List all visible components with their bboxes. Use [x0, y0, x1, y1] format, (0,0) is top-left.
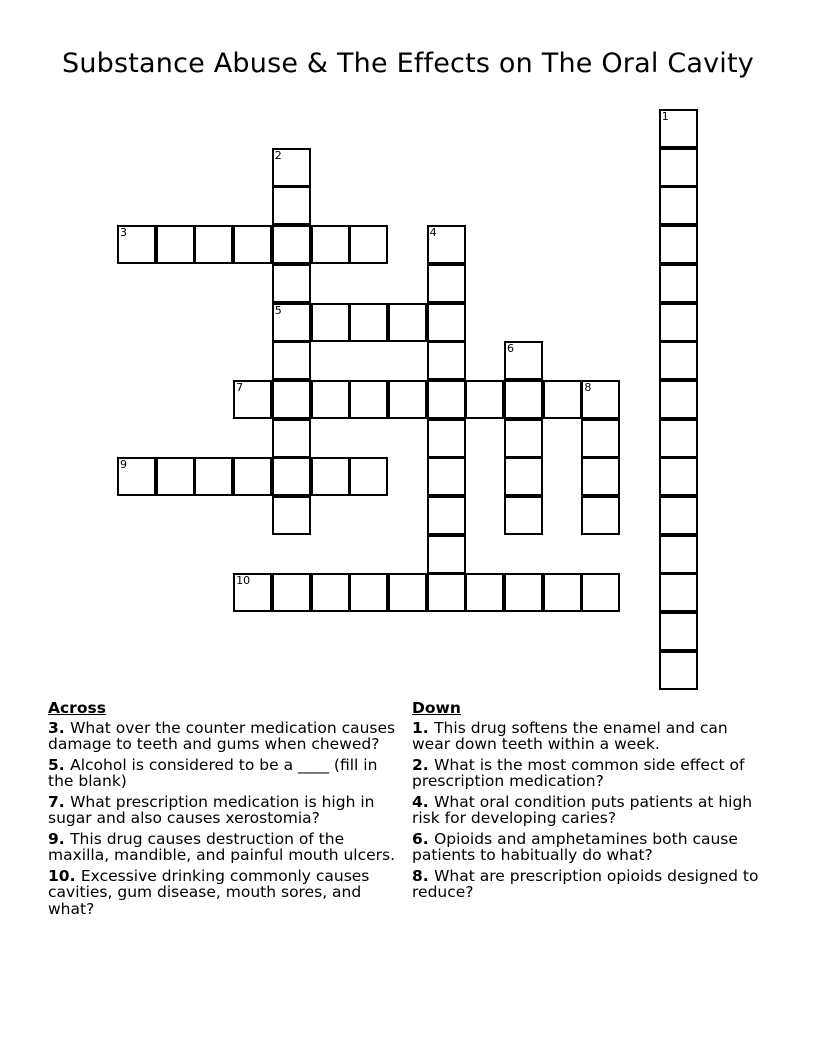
puzzle-title: Substance Abuse & The Effects on The Oral Cavity	[62, 48, 754, 79]
grid-cell[interactable]	[311, 457, 350, 496]
grid-cell[interactable]	[504, 496, 543, 535]
clue-number-4: 4	[429, 226, 437, 240]
grid-cell[interactable]	[311, 380, 350, 419]
grid-cell[interactable]	[272, 573, 311, 612]
grid-cell[interactable]	[659, 496, 698, 535]
clue-number: 5	[48, 755, 59, 774]
grid-cell[interactable]	[194, 457, 233, 496]
grid-cell[interactable]	[117, 457, 156, 496]
across-clue-5: 5. Alcohol is considered to be a ____ (fill in the blank)	[48, 755, 378, 790]
down-clue-6: 6. Opioids and amphetamines both cause patients to habitually do what?	[412, 829, 738, 864]
grid-cell[interactable]	[504, 380, 543, 419]
clue-text: What oral condition puts patients at high risk for developing caries?	[412, 792, 753, 827]
grid-cell[interactable]	[388, 303, 427, 342]
grid-cell[interactable]	[659, 457, 698, 496]
across-clue-3: 3. What over the counter medication causes damage to teeth and gums when chewed?	[48, 718, 396, 753]
grid-cell[interactable]	[272, 496, 311, 535]
grid-cell[interactable]	[543, 380, 582, 419]
clue-number: 1	[412, 718, 423, 737]
grid-cell[interactable]	[581, 419, 620, 458]
grid-cell[interactable]	[311, 573, 350, 612]
grid-cell[interactable]	[659, 535, 698, 574]
grid-cell[interactable]	[427, 457, 466, 496]
clue-number: 7	[48, 792, 59, 811]
grid-cell[interactable]	[233, 225, 272, 264]
clue-number-7: 7	[236, 380, 244, 394]
grid-cell[interactable]	[504, 457, 543, 496]
grid-cell[interactable]	[504, 573, 543, 612]
across-clue-9: 9. This drug causes destruction of the maxilla, mandible, and painful mouth ulcers.	[48, 829, 396, 864]
clue-number: 9	[48, 829, 59, 848]
grid-cell[interactable]	[659, 612, 698, 651]
grid-cell[interactable]	[659, 109, 698, 148]
grid-cell[interactable]	[427, 225, 466, 264]
grid-cell[interactable]	[272, 264, 311, 303]
down-heading: Down	[412, 699, 461, 717]
across-clue-10: 10. Excessive drinking commonly causes cavities, gum disease, mouth sores, and what?	[48, 866, 370, 918]
down-clue-1: 1. This drug softens the enamel and can wear down teeth within a week.	[412, 718, 728, 753]
grid-cell[interactable]	[581, 380, 620, 419]
grid-cell[interactable]	[311, 303, 350, 342]
clue-number-3: 3	[120, 226, 127, 240]
clue-number-10: 10	[236, 574, 251, 588]
grid-cell[interactable]	[659, 186, 698, 225]
grid-cell[interactable]	[465, 380, 504, 419]
grid-cell[interactable]	[233, 380, 272, 419]
clue-text: What are prescription opioids designed to reduce?	[412, 866, 759, 901]
grid-cell[interactable]	[427, 573, 466, 612]
clue-number-8: 8	[584, 380, 592, 394]
grid-cell[interactable]	[194, 225, 233, 264]
grid-cell[interactable]	[504, 419, 543, 458]
grid-cell[interactable]	[349, 457, 388, 496]
grid-cell[interactable]	[427, 380, 466, 419]
clue-number: 10	[48, 866, 70, 885]
grid-cell[interactable]	[659, 380, 698, 419]
grid-cell[interactable]	[659, 573, 698, 612]
grid-cell[interactable]	[272, 341, 311, 380]
grid-cell[interactable]	[388, 380, 427, 419]
grid-cell[interactable]	[272, 225, 311, 264]
grid-cell[interactable]	[543, 573, 582, 612]
grid-cell[interactable]	[581, 573, 620, 612]
down-clue-4: 4. What oral condition puts patients at high risk for developing caries?	[412, 792, 753, 827]
grid-cell[interactable]	[581, 496, 620, 535]
clue-text: Alcohol is considered to be a ____ (fill in the blank)	[48, 755, 378, 790]
across-heading: Across	[48, 699, 106, 717]
grid-cell[interactable]	[156, 225, 195, 264]
grid-cell[interactable]	[272, 419, 311, 458]
grid-cell[interactable]	[349, 380, 388, 419]
grid-cell[interactable]	[465, 573, 504, 612]
down-clue-2: 2. What is the most common side effect of prescription medication?	[412, 755, 745, 790]
across-clue-7: 7. What prescription medication is high in sugar and also causes xerostomia?	[48, 792, 375, 827]
clue-number: 8	[412, 866, 423, 885]
clue-text: Opioids and amphetamines both cause patients to habitually do what?	[412, 829, 738, 864]
grid-cell[interactable]	[659, 341, 698, 380]
grid-cell[interactable]	[581, 457, 620, 496]
grid-cell[interactable]	[349, 573, 388, 612]
grid-cell[interactable]	[659, 225, 698, 264]
grid-cell[interactable]	[272, 380, 311, 419]
grid-cell[interactable]	[427, 419, 466, 458]
clue-number-2: 2	[274, 148, 282, 162]
grid-cell[interactable]	[504, 341, 543, 380]
grid-cell[interactable]	[427, 496, 466, 535]
grid-cell[interactable]	[427, 303, 466, 342]
grid-cell[interactable]	[427, 264, 466, 303]
grid-cell[interactable]	[156, 457, 195, 496]
grid-cell[interactable]	[659, 303, 698, 342]
grid-cell[interactable]	[659, 264, 698, 303]
clue-number-6: 6	[507, 342, 514, 356]
clue-text: Excessive drinking commonly causes cavities, gum disease, mouth sores, and what?	[48, 866, 370, 918]
clue-text: What prescription medication is high in sugar and also causes xerostomia?	[48, 792, 375, 827]
clue-number: 4	[412, 792, 423, 811]
grid-cell[interactable]	[659, 651, 698, 690]
clue-text: What is the most common side effect of prescription medication?	[412, 755, 745, 790]
grid-cell[interactable]	[349, 225, 388, 264]
clue-text: This drug causes destruction of the maxilla, mandible, and painful mouth ulcers.	[48, 829, 396, 864]
clue-number: 2	[412, 755, 423, 774]
grid-cell[interactable]	[659, 419, 698, 458]
grid-cell[interactable]	[272, 303, 311, 342]
grid-cell[interactable]	[388, 573, 427, 612]
grid-cell[interactable]	[311, 225, 350, 264]
grid-cell[interactable]	[427, 535, 466, 574]
grid-cell[interactable]	[659, 148, 698, 187]
clue-text: What over the counter medication causes damage to teeth and gums when chewed?	[48, 718, 396, 753]
across-clues	[48, 700, 398, 921]
grid-cell[interactable]	[117, 225, 156, 264]
grid-cell[interactable]	[233, 573, 272, 612]
clue-number: 6	[412, 829, 423, 848]
clue-number-9: 9	[120, 458, 127, 472]
clue-text: This drug softens the enamel and can wear down teeth within a week.	[412, 718, 728, 753]
down-clue-8: 8. What are prescription opioids designed to reduce?	[412, 866, 759, 901]
grid-cell[interactable]	[349, 303, 388, 342]
grid-cell[interactable]	[233, 457, 272, 496]
grid-cell[interactable]	[272, 186, 311, 225]
grid-cell[interactable]	[272, 148, 311, 187]
clue-number-1: 1	[661, 110, 669, 123]
clue-number: 3	[48, 718, 59, 737]
grid-cell[interactable]	[272, 457, 311, 496]
down-clues	[412, 700, 762, 905]
grid-cell[interactable]	[427, 341, 466, 380]
clue-number-5: 5	[274, 303, 282, 317]
